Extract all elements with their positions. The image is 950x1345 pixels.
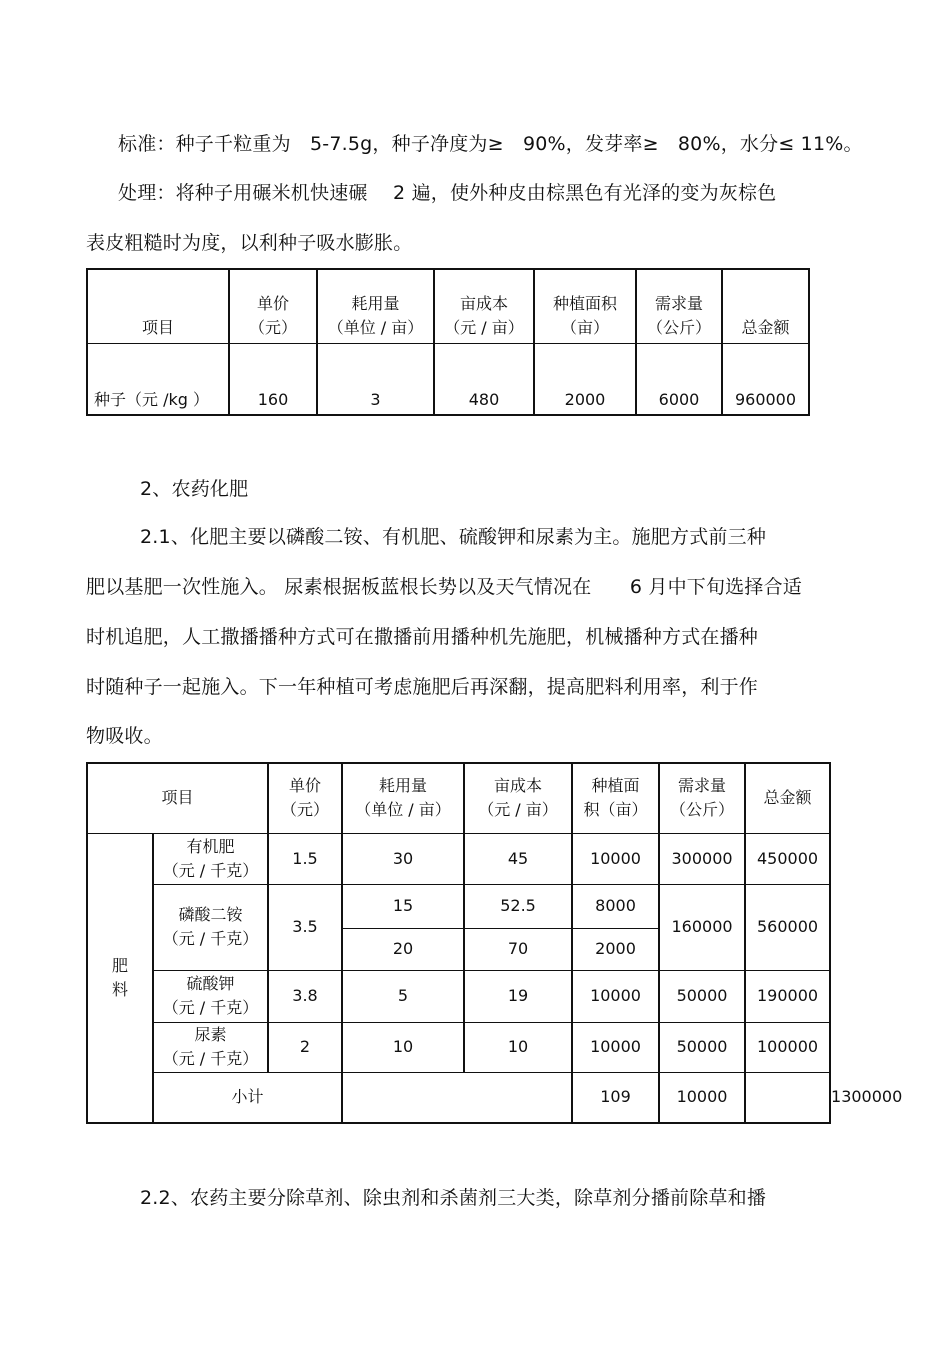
fert-header-mu-cost: 亩成本 （元 / 亩） xyxy=(464,763,572,833)
seed-header-price: 单价 （元） xyxy=(229,269,317,344)
seed-table-header-row xyxy=(87,269,809,344)
seed-row-usage: 3 xyxy=(317,344,434,416)
seed-header-area: 种植面积 （亩） xyxy=(534,269,636,344)
urea-demand: 50000 xyxy=(659,1022,745,1072)
urea-mu-cost: 10 xyxy=(464,1022,572,1072)
seed-table-row xyxy=(87,344,809,416)
urea-name: 尿素 （元 / 千克） xyxy=(153,1022,268,1072)
fert-header-area: 种植面 积（亩） xyxy=(572,763,659,833)
dap-demand: 160000 xyxy=(659,884,745,970)
subtotal-empty-cell xyxy=(342,1072,572,1123)
treatment-paragraph-line-2: 表皮粗糙时为度，以利种子吸水膨胀。 xyxy=(86,232,413,254)
dap-usage-b: 20 xyxy=(342,928,464,970)
organic-name: 有机肥 （元 / 千克） xyxy=(153,833,268,884)
fert-row-organic xyxy=(87,833,830,884)
dap-mu-cost-b: 70 xyxy=(464,928,572,970)
seed-header-mu-cost: 亩成本 （元 / 亩） xyxy=(434,269,534,344)
seed-row-price: 160 xyxy=(229,344,317,416)
p21-line-5: 物吸收。 xyxy=(86,725,163,747)
seed-header-total: 总金额 xyxy=(722,269,809,344)
fert-header-demand: 需求量 （公斤） xyxy=(659,763,745,833)
fert-category-char-1: 肥 xyxy=(111,955,128,975)
fert-header-row xyxy=(87,763,830,833)
seed-header-usage: 耗用量 （单位 / 亩） xyxy=(317,269,434,344)
seed-header-demand: 需求量 （公斤） xyxy=(636,269,722,344)
potassium-usage: 5 xyxy=(342,970,464,1022)
potassium-demand: 50000 xyxy=(659,970,745,1022)
standard-paragraph: 标准：种子千粒重为 5-7.5g，种子净度为≥ 90%，发芽率≥ 80%，水分≤ 11%。 xyxy=(118,133,863,155)
p21-line-3: 时机追肥，人工撒播播种方式可在撒播前用播种机先施肥，机械播种方式在播种 xyxy=(86,626,759,648)
urea-area: 10000 xyxy=(572,1022,659,1072)
urea-price: 2 xyxy=(268,1022,342,1072)
dap-usage-a: 15 xyxy=(342,884,464,928)
subtotal-label: 小计 xyxy=(153,1072,342,1123)
organic-demand: 300000 xyxy=(659,833,745,884)
section-2-title: 2、农药化肥 xyxy=(140,478,249,500)
fert-row-urea xyxy=(87,1022,830,1072)
potassium-name: 硫酸钾 （元 / 千克） xyxy=(153,970,268,1022)
urea-usage: 10 xyxy=(342,1022,464,1072)
dap-area-a: 8000 xyxy=(572,884,659,928)
potassium-mu-cost: 19 xyxy=(464,970,572,1022)
fert-header-usage: 耗用量 （单位 / 亩） xyxy=(342,763,464,833)
organic-mu-cost: 45 xyxy=(464,833,572,884)
seed-row-demand: 6000 xyxy=(636,344,722,416)
potassium-price: 3.8 xyxy=(268,970,342,1022)
fert-category-cell xyxy=(87,833,153,1123)
subtotal-mu-cost: 109 xyxy=(572,1072,659,1123)
organic-usage: 30 xyxy=(342,833,464,884)
seed-row-item: 种子（元 /kg ） xyxy=(87,344,229,416)
p22-line-1: 2.2、农药主要分除草剂、除虫剂和杀菌剂三大类，除草剂分播前除草和播 xyxy=(140,1187,767,1209)
seed-row-total: 960000 xyxy=(722,344,809,416)
potassium-total: 190000 xyxy=(745,970,830,1022)
fert-row-dap-a xyxy=(87,884,830,928)
organic-price: 1.5 xyxy=(268,833,342,884)
seed-row-area: 2000 xyxy=(534,344,636,416)
organic-total: 450000 xyxy=(745,833,830,884)
seed-row-mu-cost: 480 xyxy=(434,344,534,416)
p21-line-1: 2.1、化肥主要以磷酸二铵、有机肥、硫酸钾和尿素为主。施肥方式前三种 xyxy=(140,526,767,548)
organic-area: 10000 xyxy=(572,833,659,884)
seed-cost-table xyxy=(86,268,810,416)
dap-total: 560000 xyxy=(745,884,830,970)
urea-total: 100000 xyxy=(745,1022,830,1072)
fert-header-item: 项目 xyxy=(87,763,268,833)
treatment-paragraph-line-1: 处理：将种子用碾米机快速碾 2 遍，使外种皮由棕黑色有光泽的变为灰棕色 xyxy=(118,182,777,204)
dap-price: 3.5 xyxy=(268,884,342,970)
dap-area-b: 2000 xyxy=(572,928,659,970)
fertilizer-cost-table xyxy=(86,762,903,1124)
dap-name: 磷酸二铵 （元 / 千克） xyxy=(153,884,268,970)
fert-row-subtotal: 小计 109 10000 1300000 xyxy=(87,1072,830,1123)
subtotal-area: 10000 xyxy=(659,1072,745,1123)
fert-category-char-2: 料 xyxy=(111,979,128,999)
p21-line-4: 时随种子一起施入。下一年种植可考虑施肥后再深翻，提高肥料利用率，利于作 xyxy=(86,676,759,698)
dap-mu-cost-a: 52.5 xyxy=(464,884,572,928)
subtotal-demand-empty xyxy=(745,1072,830,1123)
fert-header-total: 总金额 xyxy=(745,763,830,833)
potassium-area: 10000 xyxy=(572,970,659,1022)
fert-row-potassium xyxy=(87,970,830,1022)
p21-line-2: 肥以基肥一次性施入。 尿素根据板蓝根长势以及天气情况在 6 月中下旬选择合适 xyxy=(86,576,802,598)
fert-header-price: 单价 （元） xyxy=(268,763,342,833)
seed-header-item: 项目 xyxy=(87,269,229,344)
